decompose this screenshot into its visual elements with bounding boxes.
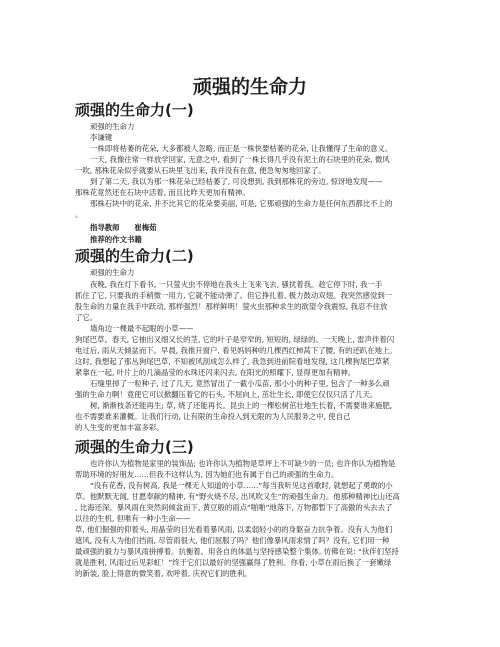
text-line: 一天, 我像往常一样放学回家, 无意之中, 看到了一株长得几乎没有泥土的石块里的花朵, 微风 (90, 155, 390, 164)
text-line: 电过后, 雨从天倾盆而下。早晨, 我推开窗户, 看见妈妈种的几棵西红柿莴下了腰, 有的还趴在地上。 (75, 346, 397, 355)
text-line: 。 (75, 210, 83, 219)
text-line: 顽强的生命力 (90, 268, 135, 277)
text-line: 那株石块中的花朵, 并不比其它的花朵要美丽, 可是, 它那顽强的生命力是任何东西都比不上的 (90, 199, 393, 208)
text-line: 夜晚, 我在灯下看书, 一只萤火虫不停地在我头上飞来飞去, 骚扰着我。趁它停下时, 我一手 (90, 280, 383, 289)
text-line: 遮风, 没有人为他们挡雨, 尽管雨很大, 他们屈服了吗？他们像暴风雨求情了吗？没有, 它们用一种 (75, 536, 390, 545)
section-heading-2: 顽强的生命力(二) (75, 247, 194, 265)
section-heading-1: 顽强的生命力(一) (75, 101, 194, 119)
text-line: 一株即将枯萎的花朵, 大多都被人忽略, 而正是一株快要枯萎的花朵, 让我懂得了生命的意义。 (90, 144, 393, 153)
text-line: 石缝里掉了一粒种子, 过了几天, 竟然冒出了一截小瓜苗, 那小小的种子里, 包含了一种多么顽 (90, 379, 390, 388)
text-line: 草。他默默无闻, 甘愿奉献的精神, 有“野火烧不尽, 出风吹又生”的顽强生命力。他那种精神比山还高 (75, 492, 400, 501)
text-line: “没有花香, 没有树高, 我是一棵无人知道的小草……”每当我听见这首歌时, 就想起了勇敢的小 (90, 481, 393, 490)
text-line: 的人生变的更加丰富多彩。 (75, 423, 164, 432)
teacher-line: 指导教师 崔梅茹 (90, 223, 157, 232)
text-line: 也不需要谁来灌概。让我们行动, 让有限的生命投入到无限的为人民服务之中, 使自己 (75, 412, 351, 421)
text-line: 顽强的生命力 (90, 122, 135, 131)
text-line: 就是胜利, 风雨过后见彩虹！”终于它们以最好的坚强赢得了胜利。你看, 小草在雨后换了一套嫩绿 (75, 558, 392, 567)
document-title: 顽强的生命力 (192, 76, 307, 98)
text-line: 帮助环境的好朋友……但我不这样认为, 因为她们也有属于自己的顽强的生命力。 (75, 470, 339, 479)
text-line: 的新装, 脸上得意的微笑着, 欢呼着, 庆祝它们的胜利。 (75, 569, 252, 578)
text-line: 一吹, 那株花朵似乎就要从石块里飞出来, 我并没有在意, 便急匆匆地回家了。 (75, 166, 326, 175)
text-line: 了它。 (75, 313, 98, 322)
text-line: 股生命的力量在我手中跃动, 那样强烈！那样鲜明！萤火虫那种求生的欲望令我震惊, 我忍不住放 (75, 302, 388, 311)
text-line: 草, 他们倔强的仰着头, 用晶莹的目光看着暴风雨, 以柔弱轻小的的身躯奋力抗争着。没有人为他们 (75, 525, 393, 534)
text-line: 那株花竟然还在石块中活着, 而且比昨天更加有精神。 (75, 188, 250, 197)
section-heading-3: 顽强的生命力(三) (75, 438, 194, 456)
text-line: 抓住了它, 只要我的手稍微一用力, 它就不能动弹了。但它挣扎着, 极力鼓动双翅。我突然感觉到一 (75, 291, 393, 300)
text-line: 这时, 我想起了那丛狗尾巴草, 不知被风刮成怎么样了, 我急到进前院看地发现, 这几棵狗尾巴草紧 (75, 357, 390, 366)
text-line: 树, 渐渐枝条还能再生; 草, 烧了还能再长。昆虫上的一棵松树茁壮地生长着, 不需要谁来施肥, (90, 401, 393, 410)
text-line: 强的生命力啊！竟使它可以掀翻压着它的石头, 不屈向上, 茁壮生长, 即使它仅仅只活了几天。 (75, 390, 378, 399)
recommended-books-link[interactable]: 推荐的作文书籍 (90, 235, 142, 244)
text-line: 到了第二天, 我以为那一株花朵已经枯萎了, 可没想到, 我到那株花的旁边, 惊讶地发现—— (90, 177, 383, 186)
text-line: 最顽强的毅力与暴风雨拼搏着。抗衡着。用各自的体温与坚持感染整个集体, 仿佛在说: “伙伴们坚持 (75, 547, 399, 556)
text-line: 也许你认为植物是家里的装饰品; 也许你认为植物是草坪上不可缺少的一员; 也许你认为植物是 (90, 459, 396, 468)
author-line: 李谦键 (90, 133, 113, 142)
text-line: 紧靠在一起, 叶片上的几滴晶莹的水珠还闪来闪去, 在阳光的照耀下, 显得更加有精神。 (75, 368, 356, 377)
text-line: 狗尾巴草。春天, 它抽出又细又长的茎, 它的叶子是窄窄的, 短短的, 绿绿的。一天晚上, 雷声伴着闪 (75, 335, 395, 344)
text-line: 墙角边一棵最不起眼的小草—— (90, 324, 194, 333)
text-line: , 比海还深。暴风雨在突然间倾盆而下, 黄豆般的雨点“啪啪”地落下, 万物都暂下了高傲的头去去了 (75, 503, 393, 512)
text-line: 以往的生机, 但唯有一种小生命—— (75, 514, 191, 523)
